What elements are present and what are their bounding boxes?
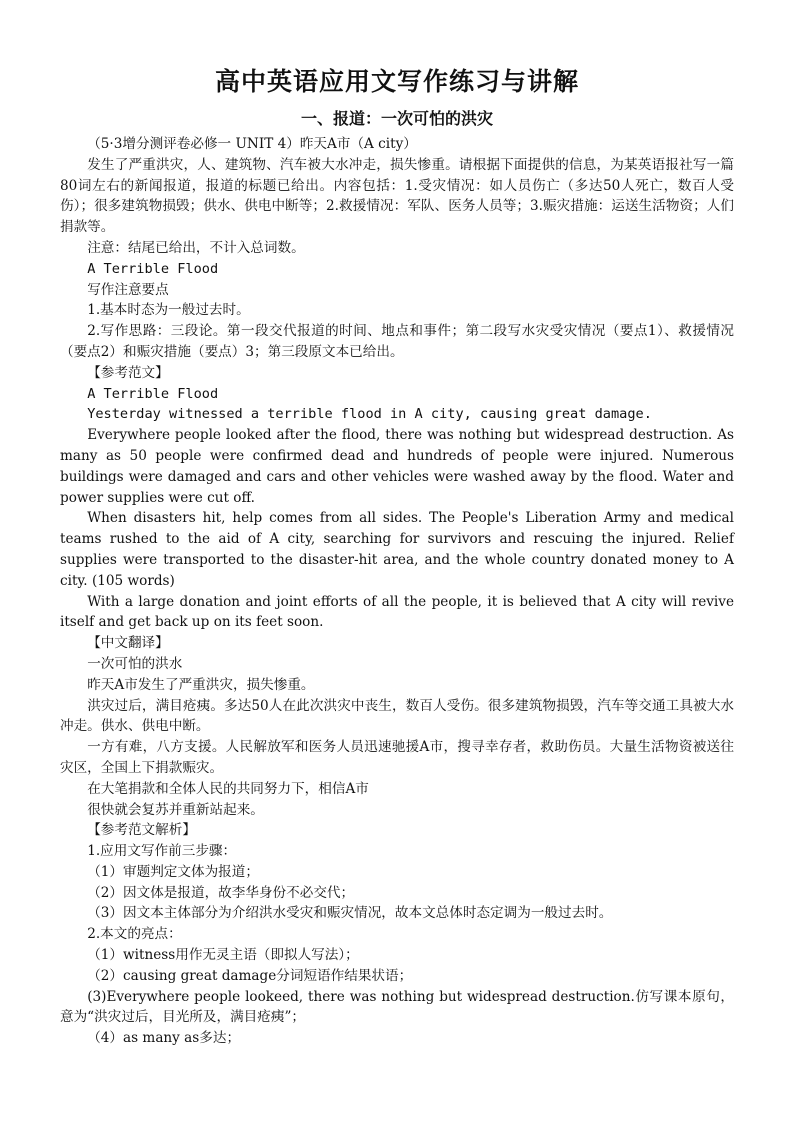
model-paragraph: With a large donation and joint efforts of all the people, it is believed that A city will revive itself and get back up on its feet soon. bbox=[60, 593, 734, 631]
translation-paragraph: 很快就会复苏并重新站起来。 bbox=[87, 801, 264, 818]
document-page bbox=[60, 60, 734, 1049]
model-label: 【参考范文】 bbox=[87, 364, 169, 381]
model-paragraph: Everywhere people looked after the flood, there was nothing but widespread destruction. As many as 50 people were confirmed dead and hundreds of people were injured. Numerous buildings were damaged and cars and other vehicles were washed away by the flood. Water and power supplies were cut off. bbox=[60, 427, 734, 506]
task-source: （5·3增分测评卷必修一 UNIT 4）昨天A市（A city） bbox=[87, 136, 417, 152]
analysis-line: （4）as many as多达； bbox=[87, 1030, 241, 1047]
analysis-line: （1）审题判定文体为报道； bbox=[87, 863, 259, 880]
analysis-line: (3)Everywhere people lookeed, there was nothing but widespread destruction.仿写课本原句，意为“洪灾过后，目光所及，满目疮痍”； bbox=[60, 988, 734, 1026]
task-note: 注意：结尾已给出，不计入总词数。 bbox=[87, 239, 305, 256]
model-paragraph: Yesterday witnessed a terrible flood in A city, causing great damage. bbox=[87, 406, 652, 423]
tips-item: 2.写作思路：三段论。第一段交代报道的时间、地点和事件；第二段写水灾受灾情况（要点1）、救援情况（要点2）和赈灾措施（要点）3；第三段原文本已给出。 bbox=[60, 323, 734, 360]
model-title: A Terrible Flood bbox=[87, 385, 219, 402]
analysis-line: （3）因文本主体部分为介绍洪水受灾和赈灾情况，故本文总体时态定调为一般过去时。 bbox=[87, 905, 613, 922]
task-prompt: 发生了严重洪灾，人、建筑物、汽车被大水冲走，损失惨重。请根据下面提供的信息，为某英语报社写一篇80词左右的新闻报道，报道的标题已给出。内容包括：1.受灾情况：如人员伤亡（多达50人死亡，数百人受伤）；很多建筑物损毁；供水、供电中断等；2.救援情况：军队、医务人员等；3.赈灾措施：运送生活物资；人们捐款等。 bbox=[60, 156, 734, 236]
analysis-label: 【参考范文解析】 bbox=[87, 822, 196, 839]
translation-label: 【中文翻译】 bbox=[87, 635, 169, 652]
task-given-title: A Terrible Flood bbox=[87, 260, 219, 277]
translation-title: 一次可怕的洪水 bbox=[87, 655, 183, 672]
translation-paragraph: 在大笔捐款和全体人民的共同努力下，相信A市 bbox=[87, 780, 369, 797]
analysis-line: （2）因文体是报道，故李华身份不必交代； bbox=[87, 884, 355, 901]
page-title: 高中英语应用文写作练习与讲解 bbox=[214, 67, 579, 96]
analysis-line: （2）causing great damage分词短语作结果状语； bbox=[87, 967, 413, 984]
translation-paragraph: 昨天A市发生了严重洪灾，损失惨重。 bbox=[87, 676, 315, 693]
analysis-line: 2.本文的亮点： bbox=[87, 926, 182, 943]
section-heading: 一、报道：一次可怕的洪灾 bbox=[300, 109, 493, 128]
tips-item: 1.基本时态为一般过去时。 bbox=[87, 302, 250, 319]
model-paragraph: When disasters hit, help comes from all sides. The People's Liberation Army and medical teams rushed to the aid of A city, searching for survivors and rescuing the injured. Relief supplies were transported to the disaster-hit area, and the whole country donated money to A city. (105 words) bbox=[60, 510, 734, 589]
translation-paragraph: 洪灾过后，满目疮痍。多达50人在此次洪灾中丧生，数百人受伤。很多建筑物损毁，汽车等交通工具被大水冲走。供水、供电中断。 bbox=[60, 697, 734, 735]
tips-heading: 写作注意要点 bbox=[87, 281, 169, 298]
translation-paragraph: 一方有难，八方支援。人民解放军和医务人员迅速驰援A市，搜寻幸存者，救助伤员。大量生活物资被送往灾区，全国上下捐款赈灾。 bbox=[60, 739, 734, 776]
analysis-line: 1.应用文写作前三步骤： bbox=[87, 843, 237, 860]
analysis-line: （1）witness用作无灵主语（即拟人写法）； bbox=[87, 947, 359, 964]
document-body bbox=[60, 134, 734, 1049]
